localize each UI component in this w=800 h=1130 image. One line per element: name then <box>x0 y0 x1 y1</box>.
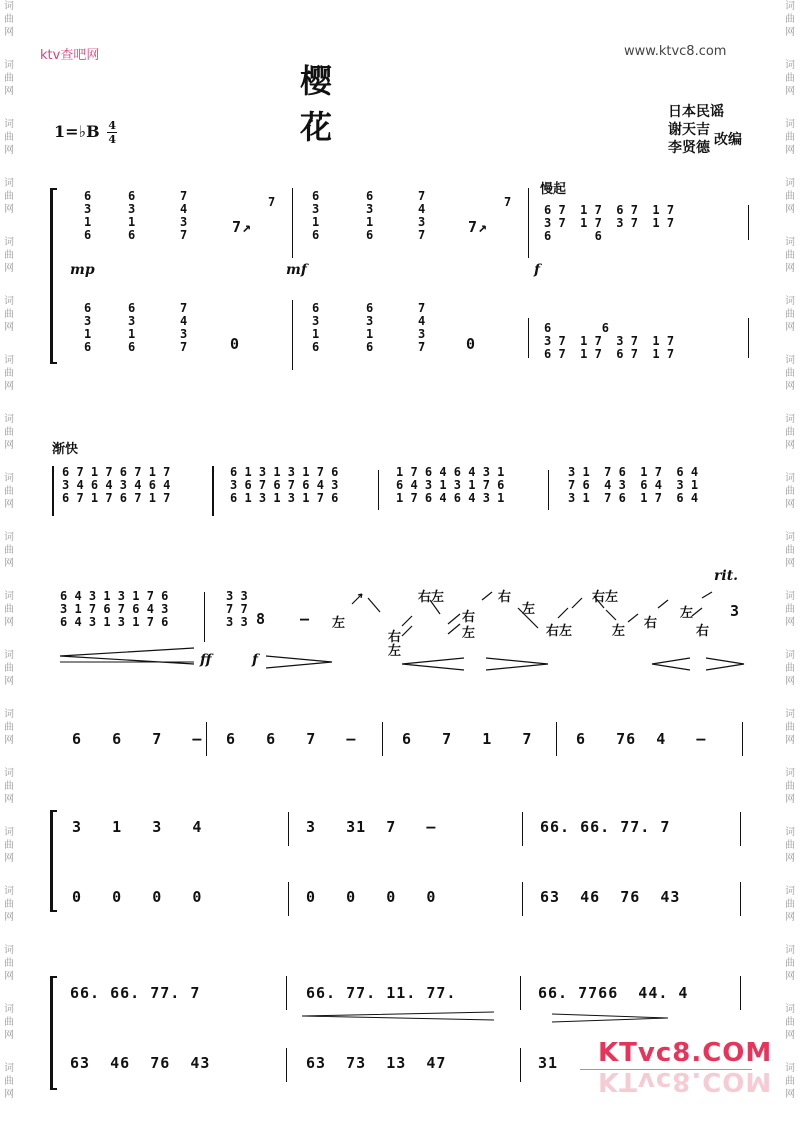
side-glyph: 曲 <box>785 368 795 379</box>
side-glyph: 网 <box>4 794 14 805</box>
system1-bracket <box>50 188 57 364</box>
s4-barline-2 <box>382 722 383 756</box>
side-glyph: 词 <box>785 1 795 12</box>
side-glyph: 词 <box>785 945 795 956</box>
side-glyph: 词 <box>4 1 14 12</box>
side-glyph: 曲 <box>4 545 14 556</box>
s1-upper-fermata-1: 7 <box>268 195 276 209</box>
side-glyph: 网 <box>785 263 795 274</box>
side-glyph: 网 <box>4 853 14 864</box>
side-glyph: 网 <box>785 676 795 687</box>
time-signature <box>107 120 117 145</box>
crescendo-hairpin-3 <box>650 656 692 672</box>
side-glyph: 网 <box>4 322 14 333</box>
side-glyph: 网 <box>4 86 14 97</box>
side-glyph: 曲 <box>785 604 795 615</box>
hand-left-2: 左 <box>388 644 402 659</box>
side-glyph: 词 <box>785 827 795 838</box>
s1-upper-chord-3: 7 4 3 7 <box>180 189 188 242</box>
side-glyph: 曲 <box>4 309 14 320</box>
side-glyph: 网 <box>4 381 14 392</box>
side-glyph: 词 <box>4 591 14 602</box>
side-glyph: 曲 <box>4 14 14 25</box>
hand-right-left-3: 右左 <box>592 590 619 605</box>
s2-measure-2: 6 1 3 1 3 1 7 6 3 6 7 6 7 6 4 3 6 1 3 1 3 1 7 6 <box>230 465 339 505</box>
s1-upper-chord-6: 7 4 3 7 <box>418 189 426 242</box>
brand-left-label[interactable]: ktv查吧网 <box>40 48 100 63</box>
dyn-f: f <box>534 262 541 278</box>
s1-upper-chord-1: 6 3 1 6 <box>84 189 92 242</box>
key-label: 1=♭B <box>54 122 100 141</box>
crescendo-hairpin-2 <box>400 656 466 672</box>
side-glyph: 词 <box>4 473 14 484</box>
s4-barline-end <box>742 722 743 756</box>
s3-gliss-8va: 8 <box>256 610 267 628</box>
s1-upper-chord-5: 6 3 1 6 <box>366 189 374 242</box>
side-glyph: 网 <box>785 86 795 97</box>
s1-upper-fermata-2: 7 <box>504 195 512 209</box>
s6-upper-2: 66. 77. 11. 77. <box>306 984 457 1002</box>
side-glyph: 词 <box>785 532 795 543</box>
side-glyph: 词 <box>4 709 14 720</box>
s2-barline-3 <box>548 470 549 510</box>
side-glyph: 网 <box>785 499 795 510</box>
side-glyph: 曲 <box>785 899 795 910</box>
hand-right-5: 右 <box>696 624 710 639</box>
page-title: 樱 花 <box>300 62 393 146</box>
side-glyph: 曲 <box>4 486 14 497</box>
s6-lower-3: 31 <box>538 1054 559 1072</box>
s6-barline-3 <box>286 1048 287 1082</box>
credit-arranger-1: 谢天吉 <box>668 122 710 138</box>
side-glyph: 网 <box>785 971 795 982</box>
side-glyph: 词 <box>785 886 795 897</box>
side-glyph: 词 <box>4 827 14 838</box>
side-glyph: 曲 <box>785 14 795 25</box>
side-glyph: 曲 <box>4 427 14 438</box>
side-glyph: 网 <box>785 617 795 628</box>
side-glyph: 曲 <box>785 1076 795 1087</box>
dyn-rit: rit. <box>714 568 739 584</box>
side-glyph: 词 <box>785 60 795 71</box>
side-glyph: 曲 <box>4 722 14 733</box>
side-glyph: 词 <box>785 237 795 248</box>
ktvc8-watermark: KTvc8.COM <box>598 1038 773 1068</box>
side-glyph: 网 <box>785 735 795 746</box>
side-glyph: 曲 <box>4 840 14 851</box>
side-glyph: 网 <box>4 145 14 156</box>
decrescendo-hairpin-1 <box>264 654 334 670</box>
side-glyph: 词 <box>4 119 14 130</box>
side-glyph: 词 <box>4 650 14 661</box>
side-glyph: 曲 <box>785 722 795 733</box>
side-glyph: 词 <box>785 296 795 307</box>
side-glyph: 词 <box>4 178 14 189</box>
side-glyph: 曲 <box>4 250 14 261</box>
side-glyph: 曲 <box>785 309 795 320</box>
side-glyph: 曲 <box>4 958 14 969</box>
side-glyph: 词 <box>4 768 14 779</box>
brand-right-url[interactable]: www.ktvc8.com <box>624 44 727 59</box>
side-glyph: 曲 <box>785 250 795 261</box>
side-glyph: 网 <box>4 204 14 215</box>
hand-arrows <box>340 590 740 650</box>
s2-measure-3: 1 7 6 4 6 4 3 1 6 4 3 1 3 1 7 6 1 7 6 4 6 4 3 1 <box>396 465 505 505</box>
s5-barline-end-lower <box>740 882 741 916</box>
side-glyph: 网 <box>785 381 795 392</box>
side-glyph: 词 <box>4 886 14 897</box>
s2-measure-4: 3 1 7 6 1 7 6 4 7 6 4 3 6 4 3 1 3 1 7 6 1 7 6 4 <box>568 465 699 505</box>
side-glyph: 网 <box>785 27 795 38</box>
side-glyph: 词 <box>4 237 14 248</box>
s2-measure-1: 6 7 1 7 6 7 1 7 3 4 6 4 3 4 6 4 6 7 1 7 6 7 1 7 <box>62 465 171 505</box>
key-signature <box>54 120 117 145</box>
side-glyph: 网 <box>785 794 795 805</box>
s5-lower-2: 0 0 0 0 <box>306 888 437 906</box>
credit-role: 改编 <box>714 132 742 148</box>
s2-repeat-end <box>212 466 214 516</box>
s6-lower-2: 63 73 13 47 <box>306 1054 447 1072</box>
s1-lower-chord-5: 6 3 1 6 <box>366 301 374 354</box>
side-glyph: 词 <box>785 1004 795 1015</box>
s5-lower-3: 63 46 76 43 <box>540 888 681 906</box>
side-glyph: 网 <box>785 1089 795 1100</box>
s1-lower-chord-4: 6 3 1 6 <box>312 301 320 354</box>
dyn-mf: mf <box>286 262 307 278</box>
s6-upper-1: 66. 66. 77. 7 <box>70 984 201 1002</box>
s3-measure-1: 6 4 3 1 3 1 7 6 3 1 7 6 7 6 4 3 6 4 3 1 3 1 7 6 <box>60 589 169 629</box>
s2-barline-2 <box>378 470 379 510</box>
s6-barline-2 <box>520 976 521 1010</box>
s3-measure-2: 3 3 7 7 3 3 <box>226 589 248 629</box>
hand-right-3: 右 <box>498 590 512 605</box>
side-glyph: 曲 <box>4 132 14 143</box>
marking-slow-start: 慢起 <box>540 182 567 197</box>
side-glyph: 网 <box>4 1030 14 1041</box>
credit-origin: 日本民谣 <box>668 104 724 120</box>
side-glyph: 网 <box>785 558 795 569</box>
credit-arranger-2: 李贤德 <box>668 140 710 156</box>
s6-crescendo <box>300 1010 496 1022</box>
s1-lower-chord-2: 6 3 1 6 <box>128 301 136 354</box>
s1-lower-chord-6: 7 4 3 7 <box>418 301 426 354</box>
decrescendo-hairpin-3 <box>704 656 746 672</box>
side-glyph: 网 <box>4 676 14 687</box>
dyn-f-2: f <box>252 652 259 668</box>
side-glyph: 曲 <box>785 840 795 851</box>
s5-upper-3: 66. 66. 77. 7 <box>540 818 671 836</box>
dyn-ff: ff <box>200 652 212 668</box>
side-glyph: 曲 <box>4 604 14 615</box>
side-glyph: 曲 <box>785 486 795 497</box>
hand-right-left-2: 右左 <box>546 624 573 639</box>
decrescendo-hairpin-2 <box>484 656 550 672</box>
side-glyph: 词 <box>4 60 14 71</box>
side-glyph: 词 <box>785 1063 795 1074</box>
marking-accelerando: 渐快 <box>52 442 79 457</box>
hand-left-5: 左 <box>612 624 626 639</box>
side-glyph: 网 <box>4 912 14 923</box>
s1-barline-2 <box>528 188 529 258</box>
s1-upper-gliss-2: 7↗ <box>468 218 489 236</box>
s4-measure-4: 6 76 4 – <box>576 730 707 748</box>
s4-measure-3: 6 7 1 7 <box>402 730 533 748</box>
side-glyph: 词 <box>785 709 795 720</box>
s1-upper-chord-2: 6 3 1 6 <box>128 189 136 242</box>
side-glyph: 网 <box>4 27 14 38</box>
left-side-watermark <box>2 0 16 1130</box>
side-glyph: 网 <box>4 617 14 628</box>
side-glyph: 曲 <box>4 191 14 202</box>
side-glyph: 词 <box>785 650 795 661</box>
right-side-watermark <box>783 0 797 1130</box>
side-glyph: 曲 <box>4 781 14 792</box>
side-glyph: 词 <box>785 473 795 484</box>
hand-right-4: 右 <box>644 616 658 631</box>
s4-barline-3 <box>556 722 557 756</box>
s5-lower-1: 0 0 0 0 <box>72 888 203 906</box>
s5-barline-4 <box>522 882 523 916</box>
side-glyph: 曲 <box>785 132 795 143</box>
hand-left-6: 左 <box>680 606 694 621</box>
side-glyph: 曲 <box>4 73 14 84</box>
side-glyph: 词 <box>785 355 795 366</box>
side-glyph: 词 <box>4 532 14 543</box>
side-glyph: 曲 <box>4 1017 14 1028</box>
s3-barline-1 <box>204 592 205 642</box>
side-glyph: 曲 <box>785 663 795 674</box>
side-glyph: 网 <box>4 440 14 451</box>
hand-left-3: 左 <box>462 626 476 641</box>
side-glyph: 网 <box>785 912 795 923</box>
side-glyph: 网 <box>785 440 795 451</box>
s4-barline-1 <box>206 722 207 756</box>
crescendo-hairpin-1 <box>58 644 198 668</box>
side-glyph: 网 <box>785 145 795 156</box>
s1-upper-chord-4: 6 3 1 6 <box>312 189 320 242</box>
s1-barline-1 <box>292 188 293 258</box>
s6-decrescendo <box>550 1012 670 1024</box>
side-glyph: 词 <box>4 945 14 956</box>
side-glyph: 网 <box>4 499 14 510</box>
side-glyph: 词 <box>4 1063 14 1074</box>
s4-measure-1: 6 6 7 – <box>72 730 203 748</box>
s5-upper-1: 3 1 3 4 <box>72 818 203 836</box>
s5-barline-end-upper <box>740 812 741 846</box>
side-glyph: 网 <box>785 204 795 215</box>
time-sig-bottom: 4 <box>108 133 117 146</box>
side-glyph: 网 <box>4 263 14 274</box>
s6-barline-end-upper <box>740 976 741 1010</box>
side-glyph: 网 <box>785 1030 795 1041</box>
side-glyph: 词 <box>785 414 795 425</box>
side-glyph: 曲 <box>785 427 795 438</box>
side-glyph: 词 <box>785 591 795 602</box>
s3-end-note: 3 <box>730 602 741 620</box>
s5-barline-2 <box>522 812 523 846</box>
s6-upper-3: 66. 7766 44. 4 <box>538 984 689 1002</box>
hand-right-left-1: 右左 <box>418 590 445 605</box>
s6-lower-1: 63 46 76 43 <box>70 1054 211 1072</box>
hand-right-2: 右 <box>462 610 476 625</box>
s1-lower-rest-1: 0 <box>230 335 241 353</box>
side-glyph: 曲 <box>785 191 795 202</box>
s1-barline-3 <box>292 300 293 370</box>
side-glyph: 曲 <box>785 1017 795 1028</box>
side-glyph: 网 <box>4 558 14 569</box>
s1-upper-run: 6 7 1 7 6 7 1 7 3 7 1 7 3 7 1 7 6 6 <box>544 203 675 243</box>
side-glyph: 词 <box>785 178 795 189</box>
side-glyph: 网 <box>4 1089 14 1100</box>
side-glyph: 网 <box>785 853 795 864</box>
s3-dash: — <box>300 610 311 628</box>
hand-left-4: 左 <box>522 602 536 617</box>
s6-barline-4 <box>520 1048 521 1082</box>
side-glyph: 词 <box>4 296 14 307</box>
side-glyph: 曲 <box>4 899 14 910</box>
s1-upper-gliss-1: 7↗ <box>232 218 253 236</box>
s1-lower-run: 6 6 3 7 1 7 3 7 1 7 6 7 1 7 6 7 1 7 <box>544 321 675 361</box>
side-glyph: 曲 <box>4 368 14 379</box>
time-sig-top: 4 <box>108 119 117 132</box>
side-glyph: 曲 <box>4 1076 14 1087</box>
s1-lower-rest-2: 0 <box>466 335 477 353</box>
side-glyph: 曲 <box>4 663 14 674</box>
s1-lower-chord-3: 7 4 3 7 <box>180 301 188 354</box>
side-glyph: 网 <box>785 322 795 333</box>
side-glyph: 曲 <box>785 958 795 969</box>
ktvc8-watermark-reflection: KTvc8.COM <box>598 1066 773 1096</box>
s6-barline-1 <box>286 976 287 1010</box>
hand-right-1: 右 <box>388 630 402 645</box>
side-glyph: 曲 <box>785 781 795 792</box>
side-glyph: 网 <box>4 735 14 746</box>
side-glyph: 网 <box>4 971 14 982</box>
side-glyph: 词 <box>4 355 14 366</box>
s1-barline-4 <box>528 318 529 358</box>
side-glyph: 词 <box>785 768 795 779</box>
side-glyph: 词 <box>4 414 14 425</box>
s1-barline-end-lower <box>748 318 749 358</box>
side-glyph: 曲 <box>785 73 795 84</box>
s4-measure-2: 6 6 7 – <box>226 730 357 748</box>
s5-upper-2: 3 31 7 – <box>306 818 437 836</box>
side-glyph: 曲 <box>785 545 795 556</box>
s1-barline-end-upper <box>748 205 749 240</box>
dyn-mp: mp <box>70 262 95 278</box>
s5-barline-3 <box>288 882 289 916</box>
system5-bracket <box>50 810 57 912</box>
s5-barline-1 <box>288 812 289 846</box>
side-glyph: 词 <box>785 119 795 130</box>
side-glyph: 词 <box>4 1004 14 1015</box>
system6-bracket <box>50 976 57 1090</box>
hand-left-1: 左 <box>332 616 346 631</box>
s2-repeat-start <box>52 466 54 516</box>
s1-lower-chord-1: 6 3 1 6 <box>84 301 92 354</box>
